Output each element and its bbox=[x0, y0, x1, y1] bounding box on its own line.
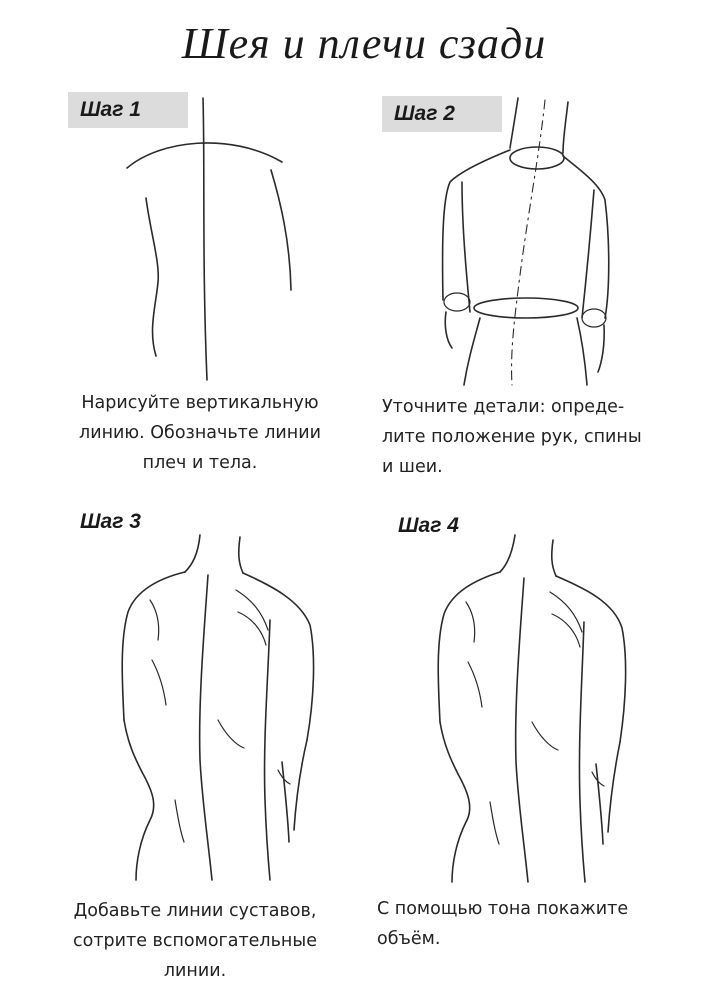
step-2-left-forearm bbox=[445, 312, 452, 348]
page-title: Шея и плечи сзади bbox=[181, 19, 547, 68]
step-1-label: Шаг 1 bbox=[68, 92, 188, 128]
step-3-scapula-1 bbox=[236, 590, 268, 630]
step-3-spine bbox=[200, 575, 212, 880]
step-1-caption: Нарисуйте вертикальную линию. Обозначьте линии плеч и тела. bbox=[79, 393, 321, 473]
step-2-left-shoulder bbox=[443, 150, 510, 300]
step-4-right-forearm bbox=[596, 764, 603, 844]
step-3-right-shoulder bbox=[243, 573, 314, 740]
step-4-label: Шаг 4 bbox=[398, 514, 459, 537]
step-1-left-body-line bbox=[146, 198, 158, 356]
step-4-left-back bbox=[452, 774, 470, 882]
step-4-right-shoulder bbox=[556, 576, 626, 742]
step-4-scapula-1 bbox=[550, 592, 582, 632]
step-3-neck-right bbox=[239, 537, 243, 573]
step-2-left-arm-inner bbox=[462, 182, 470, 312]
step-3-right-arm bbox=[294, 740, 307, 830]
step-2-right-forearm bbox=[598, 325, 604, 372]
step-3-left-back bbox=[136, 772, 154, 880]
step-2-waist bbox=[474, 298, 578, 318]
step-4-caption: С помощью тона покажите объём. bbox=[377, 899, 629, 949]
step-2-neck-right bbox=[563, 102, 568, 153]
step-3-neck-left bbox=[185, 535, 200, 572]
step-2-neck-left bbox=[510, 98, 518, 148]
step-3-right-back bbox=[265, 620, 270, 880]
step-3-hip bbox=[175, 800, 184, 842]
step-3-right-forearm bbox=[282, 762, 289, 842]
step-3-figure bbox=[122, 535, 313, 880]
step-2-right-elbow bbox=[582, 309, 606, 327]
step-3-lower-back bbox=[218, 720, 244, 748]
step-4-scapula-4 bbox=[468, 662, 482, 707]
step-2-left-elbow bbox=[444, 293, 470, 311]
step-2-neck-base bbox=[510, 147, 564, 169]
step-1-vertical-line bbox=[203, 98, 207, 380]
step-2-left-hip bbox=[464, 318, 480, 385]
step-4-hip bbox=[490, 802, 499, 844]
step-1-figure bbox=[127, 98, 291, 380]
step-2-figure bbox=[443, 98, 609, 385]
step-3-caption: Добавьте линии суставов, сотрите вспомогательные линии. bbox=[73, 901, 317, 981]
step-3-left-shoulder bbox=[122, 572, 185, 720]
step-4-left-arm bbox=[440, 722, 458, 774]
step-2-label: Шаг 2 bbox=[382, 96, 502, 132]
step-2-caption: Уточните детали: опреде- лите положение рук, спины и шеи. bbox=[382, 397, 642, 477]
step-2-right-arm-inner bbox=[582, 190, 594, 318]
step-3-label: Шаг 3 bbox=[80, 510, 141, 533]
step-4-figure bbox=[438, 535, 625, 882]
step-1-right-body-line bbox=[271, 170, 291, 290]
step-3-left-arm bbox=[124, 720, 142, 772]
step-3-scapula-4 bbox=[152, 660, 166, 705]
step-4-scapula-3 bbox=[466, 602, 475, 642]
step-4-right-arm bbox=[608, 742, 620, 832]
step-2-right-shoulder bbox=[563, 156, 609, 318]
step-3-scapula-3 bbox=[150, 600, 159, 640]
step-4-neck-right bbox=[552, 540, 556, 576]
step-4-lower-back bbox=[532, 722, 558, 750]
step-4-neck-left bbox=[500, 535, 515, 572]
step-4-right-back bbox=[579, 622, 585, 882]
step-2-right-hip bbox=[577, 318, 587, 385]
step-4-spine bbox=[516, 578, 528, 882]
step-4-left-shoulder bbox=[438, 572, 500, 722]
step-2-spine bbox=[512, 100, 545, 385]
